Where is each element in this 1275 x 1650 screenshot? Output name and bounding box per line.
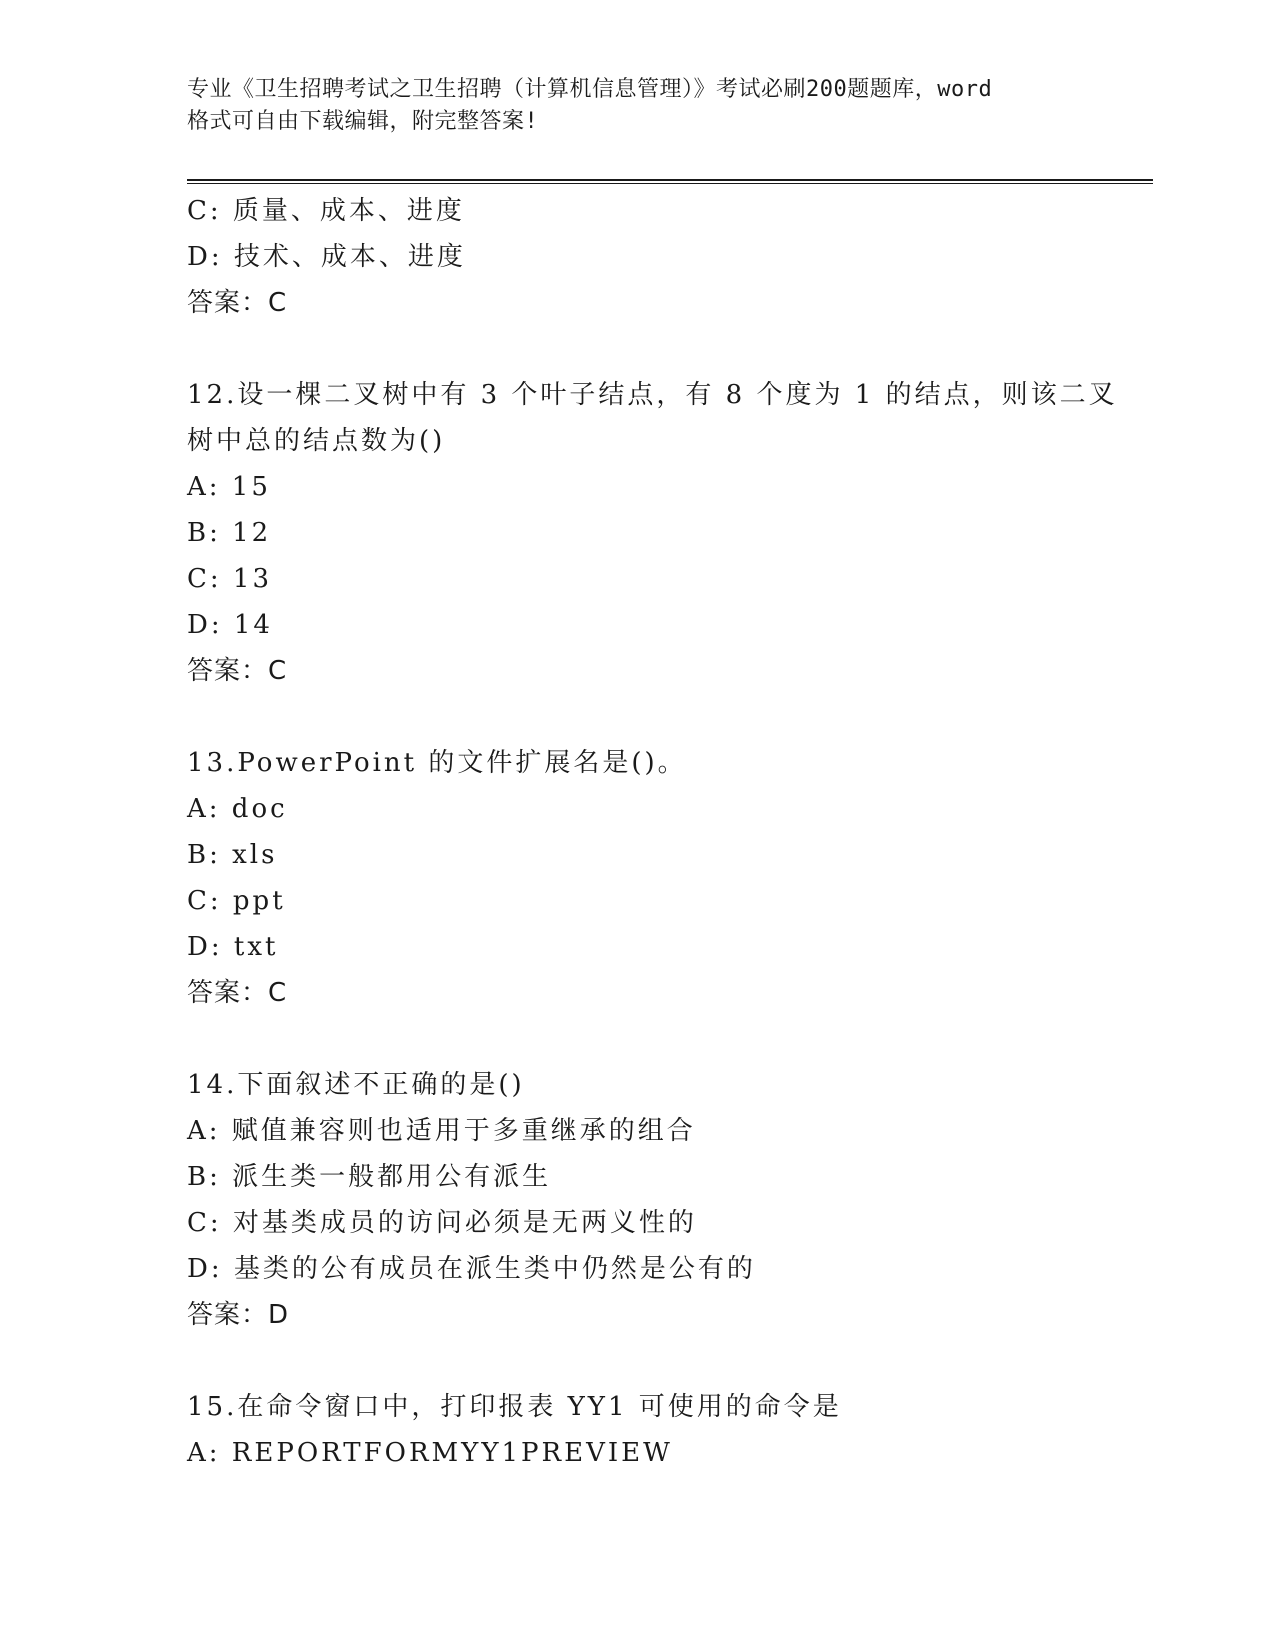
option-a: A: doc [187, 794, 288, 824]
spacer [187, 694, 1087, 740]
answer-line: 答案：C [187, 288, 288, 318]
question-stem: 15.在命令窗口中，打印报表 YY1 可使用的命令是 [187, 1392, 842, 1422]
answer-line: 答案：D [187, 1300, 290, 1330]
header-divider-thick [187, 179, 1153, 181]
document-header [187, 74, 1107, 138]
option-c: C: 对基类成员的访问必须是无两义性的 [187, 1208, 697, 1238]
spacer [187, 1016, 1087, 1062]
header-divider-thin [187, 183, 1153, 184]
option-d: D: 基类的公有成员在派生类中仍然是公有的 [187, 1254, 756, 1284]
question-11-tail [187, 188, 1087, 326]
question-stem: 14.下面叙述不正确的是() [187, 1070, 525, 1100]
spacer [187, 326, 1087, 372]
question-14 [187, 1062, 1087, 1338]
option-d: D: 14 [187, 610, 273, 640]
header-line-1: 专业《卫生招聘考试之卫生招聘（计算机信息管理）》考试必刷200题题库，word [187, 77, 993, 102]
option-b: B: 12 [187, 518, 272, 548]
header-line-2: 格式可自由下载编辑，附完整答案! [187, 109, 539, 134]
question-15 [187, 1384, 1087, 1476]
option-a: A: REPORTFORMYY1PREVIEW [187, 1438, 673, 1468]
question-12 [187, 372, 1118, 694]
answer-line: 答案：C [187, 656, 288, 686]
question-stem: 12.设一棵二叉树中有 3 个叶子结点，有 8 个度为 1 的结点，则该二叉 [187, 380, 1118, 410]
option-c: C: ppt [187, 886, 286, 916]
spacer [187, 1338, 1087, 1384]
question-stem: 13.PowerPoint 的文件扩展名是()。 [187, 748, 687, 778]
option-d: D: 技术、成本、进度 [187, 242, 466, 272]
option-b: B: 派生类一般都用公有派生 [187, 1162, 552, 1192]
option-d: D: txt [187, 932, 279, 962]
option-c: C: 13 [187, 564, 273, 594]
option-c: C: 质量、成本、进度 [187, 196, 465, 226]
option-a: A: 15 [187, 472, 271, 502]
option-b: B: xls [187, 840, 278, 870]
question-13 [187, 740, 1087, 1016]
answer-line: 答案：C [187, 978, 288, 1008]
option-a: A: 赋值兼容则也适用于多重继承的组合 [187, 1116, 696, 1146]
question-stem-cont: 树中总的结点数为() [187, 426, 446, 456]
question-list [187, 188, 1118, 1476]
